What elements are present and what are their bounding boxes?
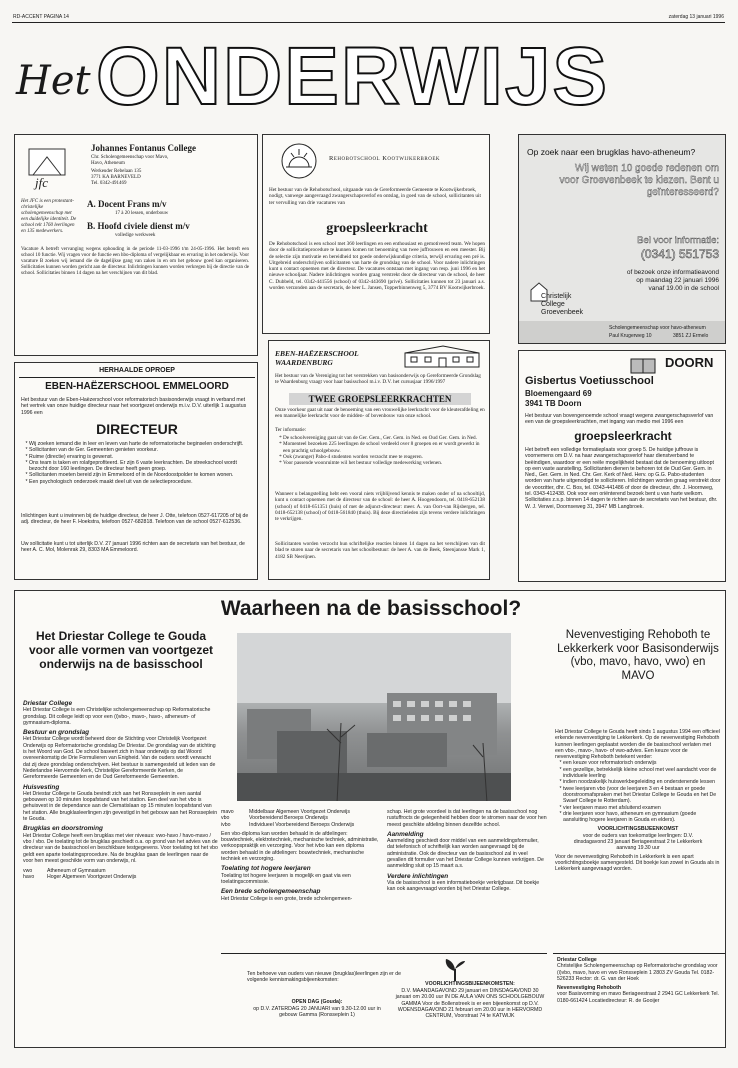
- voetius-intro: Het bestuur van bovengenoemde school vraagt wegens zwangerschapsverlof van een van de groepsleerkrachten, met ingang van medio mei 1996 een: [525, 413, 714, 426]
- far-info: voor de ouders van toekomstige leerlingen: D.V. dinsdagavond 23 januari Beriageestraat 2 te Lekkerkerk aanvang 19.30 uur: [573, 832, 703, 852]
- far-bullet: * een gezellige, betrekkelijk kleine school met veel aandacht voor de individuele leerling: [563, 767, 721, 780]
- section-heading: Bestuur en grondslag: [23, 729, 90, 737]
- basisschool-headline: Waarheen na de basisschool?: [220, 597, 522, 620]
- far-info-title: VOORLICHTINGSBIJEENKOMST: [597, 826, 679, 833]
- level-key: ivbo: [221, 821, 231, 828]
- meetings: D.V. MAANDAGAVOND 29 januari en DINSDAGAVOND 30 januari om 20.00 uur IN DE AULA VAN ONS SCHOOLGEBOUW GAMMA Voor de Bollenstreek is er een bijeenkomst op D.V. WOENSDAGAVOND 21 februari om 20.00 uur in HERVORMD CENTRUM, Voorstraat 74 te KATWIJK: [395, 988, 545, 1020]
- level-row: [221, 822, 381, 828]
- fontanus-vacancy-b: B. Hoofd civiele dienst m/v: [87, 221, 190, 231]
- emmeloord-bullet: * Sollicitanten van de Ger. Gemeenten genieten voorkeur.: [29, 447, 255, 453]
- fontanus-phone: Tel. 0342-491469: [91, 181, 127, 186]
- emmeloord-bullet: * Ruime (directie) ervaring is gewenst.: [29, 454, 255, 460]
- voetius-school: Gisbertus Voetiusschool: [525, 375, 654, 387]
- far-bullet: * vier leerjaren mavo met afsluitend examen: [563, 805, 721, 811]
- emmeloord-bullets: [21, 441, 255, 485]
- contact2-details: voor Basisvorming en mavo Beriageestraat 2 2941 GC Lekkerkerk Tel. 0180-661424 Locatiedirecteur: R. de Gooijer: [557, 991, 719, 1004]
- groevenbeek-visit: of bezoek onze informatieavond op maandag 22 januari 1996 vanaf 19.00 in de school: [626, 269, 719, 292]
- driestar-title: Het Driestar College te Gouda voor alle vormen van voortgezet onderwijs na de basisschool: [28, 629, 214, 671]
- driestar-left-column: [23, 701, 219, 881]
- emmeloord-rule: [19, 377, 255, 378]
- emmeloord-deadline: Uw sollicitatie kunt u tot uiterlijk D.V. 27 januari 1996 richten aan de secretaris van het bestuur, de heer A. C. Mol, Molenrak 29, 8303 MA Emmeloord.: [21, 541, 245, 554]
- banner-title: ONDERWIJS: [96, 31, 610, 122]
- fontanus-address2: 3771 KA BARNEVELD: [91, 175, 141, 180]
- voetius-address1: Bloemengaard 69: [525, 389, 592, 398]
- groevenbeek-tagline: Wij weten 10 goede redenen om voor Groevenbeek te kiezen. Bent u geïnteresseerd?: [559, 163, 719, 198]
- contact-rule: [553, 953, 725, 954]
- groevenbeek-call: Bel voor informatie:: [637, 235, 719, 246]
- waardenburg-ad: [268, 340, 490, 580]
- right-text: schap. Het grote voordeel is dat leerlingen na de basisschool nog rustuffrocts de gelegenheid hebben door te stromen naar de voor hen meest geschikte afdeling binnen dezelfde school.: [387, 809, 547, 828]
- level-value: Atheneum of Gymnasium: [47, 868, 106, 875]
- emmeloord-bullet: * Wij zoeken iemand die in leer en leven van harte de reformatorische beginselen onderschrijft.: [29, 441, 255, 447]
- emmeloord-info: Inlichtingen kunt u inwinnen bij de huidige directeur, de heer J. Otte, telefoon 0527-617205 of bij de adj. directeur, de heer F. Hoekstra, telefoon 0527-682818. Telefoon van de school 0527-612536.: [21, 513, 249, 526]
- level-value: Hoger Algemeen Voortgezet Onderwijs: [47, 874, 137, 881]
- section-heading: Een brede scholengemeenschap: [221, 888, 321, 896]
- basisschool-ad: [14, 590, 726, 1048]
- mid-text: Een vbo-diploma kan worden behaald in de afdelingen: bouwtechniek, elektrotechniek, mechanische techniek, administratie, verkoopspraktijk en verzorging. Voor het ivbo kan een diploma worden behaald in de afdelingen: bouwtechniek, mechanische techniek en verzorging.: [221, 830, 379, 863]
- fontanus-logo: [23, 145, 71, 193]
- rehoboth-lekkerkerk-title: Nevenvestiging Rehoboth te Lekkerkerk voor Basisonderwijs (vbo, mavo, havo, vwo) en MAVO: [557, 629, 719, 682]
- page-header-left: RD-ACCENT PAGINA 14: [13, 14, 69, 20]
- voetius-body: Het betreft een volledige formatieplaats voor groep 5. De huidige juffrouw is voornemens om D.V. na haar zwangerschapsverlof haar dienstverband te beëindigen, waardoor er een reële mogelijkheid bestaat dat de benoeming uitloopt op een vaste aanstelling. Sollicitanten dienen te behoren tot de Oud Ger. Gem. in Ned., Ger. Gem. in Ned. Chr. Ger. Kerk of Ned. Herv. op G.G. Pabo-studenten worden van harte uitgenodigd te solliciteren. Inlichtingen worden graag verstrekt door de voorzitter, dhr. C. Bos, tel. 0343-441486 of door de directeur, dhr. J. Hoornweg, tel. 0343-412438. Ook voor een oriënterend bezoek bent u van harte welkom. Sollicitaties z.s.p. binnen 14 dagen te richten aan de secretaris van het bestuur, dhr. W. J. Verwei, Doornseweg 31, 3947 MB Langbroek.: [525, 447, 721, 510]
- groevenbeek-footer-left: Paul Krugerweg 10: [609, 333, 652, 339]
- page-header-right: zaterdag 13 januari 1996: [668, 14, 724, 20]
- contact2-name: Nevenvestiging Rehoboth: [557, 985, 621, 992]
- school-building-icon: [403, 345, 483, 369]
- emmeloord-school: EBEN-HAËZERSCHOOL EMMELOORD: [45, 381, 229, 392]
- bottom-intro: Ten behoeve van ouders van nieuwe (brugklas)leerlingen zijn er de volgende kennismakingsbijeenkomsten:: [247, 971, 401, 984]
- section-heading: Aanmelding: [387, 830, 424, 838]
- waardenburg-info-label: Ter informatie:: [275, 427, 307, 433]
- level-value: Voorbereidend Beroeps Onderwijs: [249, 815, 329, 822]
- section-text: Het Driestar College wordt beheerd door de Stichting voor Christelijk Voortgezet Onderwijs op Reformatorische grondslag De Driestar. De grondslag van de stichting is het Woord van God. De school baseert zich in haar onderwijs op dat Woord overeenkomstig de Drie Formulieren van Enigheid. Van de ouders wordt verwacht dat zij deze grondslag onderschrijven. Het bestuur is samengesteld uit leden van de Nederlandse Hervormde Kerk, Christelijke Gereformeerde Kerken, de Gereformeerde Gemeenten en de Oud Gereformeerde Gemeenten.: [23, 736, 216, 781]
- banner: [12, 26, 725, 126]
- section-heading: Huisvesting: [23, 783, 60, 791]
- driestar-right-column: [387, 809, 547, 893]
- section-text: Het Driestar College heeft een brugklas met vier niveaus: vwo-havo / havo-mavo / vbo / vbo. De toelating tot de brugklas geschiedt o.a. op grond van het advies van de directeur van de basisschool en beschikbare testgegevens. Voor toelating tot het vbo geldt een aparte toelatingsprocedure. Na de brugklas gaan de leerlingen naar de voor hen meest geschikte vorm van onderwijs, nl.: [23, 832, 218, 864]
- fontanus-intro: Het JFC is een protestant-christelijke scholengemeenschap met een duidelijke identiteit. De school telt 1760 leerlingen en 135 medewerkers.: [21, 199, 77, 234]
- section-text: Het Driestar College te Gouda bevindt zich aan het Ronsseplein in een aantal gebouwen op 10 minuten loopafstand van het station. Een deel van het vbo is gehuisvest in de dependance aan de Clematislaan op 15 minuten loopafstand van het station. Alle brugklasleerlingen zijn gevestigd in het gebouw aan het Ronsseplein te Gouda.: [23, 790, 218, 823]
- voetius-town: DOORN: [665, 355, 714, 370]
- emmeloord-label: HERHAALDE OPROEP: [99, 367, 175, 374]
- driestar-mid-column: [221, 809, 381, 902]
- section-heading: Toelating tot hogere leerjaren: [221, 865, 311, 873]
- fontanus-logo-text: jfc: [35, 175, 48, 190]
- emmeloord-bullet: * Een psychologisch onderzoek maakt deel uit van de selectieprocedure.: [29, 479, 255, 485]
- emmeloord-intro: Het bestuur van de Eben-Haëzerschool voor reformatorisch basisonderwijs vraagt in verband met het vertrek van onze huidige directeur naar het voortgezet onderwijs m.i.v. D.V. uiterlijk 1 augustus 1996 een: [21, 397, 247, 416]
- groevenbeek-footer-right: 3851 ZJ Ermelo: [673, 333, 709, 339]
- waardenburg-bullet: * Voor passende woonruimte wil het bestuur volledige medewerking verlenen.: [283, 460, 487, 466]
- waardenburg-title-2: WAARDENBURG: [275, 358, 333, 367]
- rehoboth-lekkerkerk-column: [555, 729, 721, 873]
- contact-block: [557, 957, 721, 1004]
- sprout-icon: [443, 957, 467, 983]
- contact-details: Christelijke Scholengemeenschap op Reformatorische grondslag voor (i)vbo, mavo, havo en vwo Ronsseplein 1 2803 ZV Gouda Tel. 0182-526233 Rector: dr. G. van der Hoek: [557, 963, 718, 982]
- fontanus-vacancy-a-sub: 17 à 20 lessen, onderbouw: [115, 211, 169, 216]
- waardenburg-bullets: [275, 435, 487, 466]
- fontanus-address1: Werkeuder Rebelaan 135: [91, 169, 142, 174]
- groevenbeek-logo-3: Groevenbeek: [541, 309, 584, 316]
- far-bullet: * een keuze voor reformatorisch onderwijs: [563, 760, 721, 766]
- far-bullet: * twee leerjaren vbo (voor de leerjaren 3 en 4 bestaan er goede doorstroomafspraken met het Driestar College te Gouda en het De Swaef College te Rotterdam).: [563, 786, 721, 805]
- emmeloord-ad: [14, 362, 258, 580]
- section-heading: Verdere inlichtingen: [387, 872, 449, 880]
- groevenbeek-logo-1: Christelijk: [541, 293, 572, 300]
- voetius-address2: 3941 TB Doorn: [525, 399, 582, 408]
- section-heading: Driestar College: [23, 700, 73, 707]
- waardenburg-intro: Het bestuur van de Vereniging tot het verstrekken van basisonderwijs op Gereformeerde Grondslag te Waardenburg vraagt voor haar basisschool m.i.v. D.V. het cursusjaar 1996/1997: [275, 373, 481, 386]
- far-text: Het Driestar College te Gouda heeft sinds 1 augustus 1994 een officieel erkende nevenvestiging te Lekkerkerk. Op de nevenvestiging Rehoboth kunnen leerlingen geplaatst worden die de basisschool verlaten met een vbo-, mavo-, havo- of vwo-advies. Een keuze voor de nevenvestiging Rehoboth betekent verder:: [555, 729, 720, 761]
- section-text: Via de basisschool is een informatieboekje verkrijgbaar. Dit boekje kan ook aangevraagd worden bij het Driestar College.: [387, 879, 540, 893]
- banner-script: Het: [16, 58, 91, 104]
- school-photo: [237, 633, 511, 801]
- level-value: Individueel Voorbereidend Beroeps Onderwijs: [249, 821, 355, 828]
- level-key: vwo: [23, 868, 33, 875]
- waardenburg-bullet: * Ook (zwanger) Pabo-4 studenten worden verzocht mee te reageren.: [283, 454, 487, 460]
- contact-name: Driestar College: [557, 957, 597, 963]
- groevenbeek-ad: [518, 134, 726, 344]
- emmeloord-bullet: * Sollicitanten moeten bereid zijn in Emmeloord of in de Noordoostpolder te komen wonen.: [29, 472, 255, 478]
- level-key: havo: [23, 874, 35, 881]
- sun-emblem-icon: [277, 141, 321, 181]
- level-row: [23, 874, 219, 880]
- fontanus-vacancy-b-sub: volledige werkweek: [115, 233, 156, 238]
- fontanus-vacancy-a: A. Docent Frans m/v: [87, 199, 167, 209]
- fontanus-body: Vacature A betreft vervanging wegens ophouding in de periode 11-03-1996 t/m 24-05-1996. Het betreft een school 10 functie. Wij vragen voor de functie een hbo-diploma of vergelijkbaar en ervaring in het onderwijs. Voor vacature B zoeken wij iemand die de dagelijkse gang van zaken in en om het gebouw goed kan organiseren. Sollicitaties kunnen worden gericht aan de directeur. Inlichtingen kunnen worden verkregen bij de directie van de school. Sollicitaties binnen 14 dagen na het verschijnen van dit blad.: [21, 247, 249, 276]
- level-value: Middelbaar Algemeen Voortgezet Onderwijs: [249, 809, 350, 815]
- section-text: Toelating tot hogere leerjaren is mogelijk en gaat via een toelatingscommissie.: [221, 872, 351, 885]
- groevenbeek-phone: (0341) 551753: [640, 247, 719, 261]
- bottom-strip-rule: [221, 953, 547, 954]
- far-tail: Voor de nevenvestiging Rehoboth in Lekkerkerk is een apart voorlichtingsboekje samengesteld. Dit boekje kan zowel in Gouda als in Lekkerkerk aangevraagd worden.: [555, 853, 720, 873]
- fontanus-subtitle: Chr. Scholengemeenschap voor Mavo, Havo, Atheneum: [91, 155, 169, 166]
- groevenbeek-headline: Op zoek naar een brugklas havo-atheneum?: [527, 147, 696, 157]
- fontanus-school-name: Johannes Fontanus College: [91, 143, 197, 153]
- emmeloord-role: DIRECTEUR: [96, 421, 178, 437]
- waardenburg-body: Wanneer u belangstelling hebt een vooral niets vrijblijvend kennis te maken onder of na schooltijd, kunt u contact opnemen met de directeur van de school: de heer A. Hoogendoorn, tel. 0418-652138 (school) of 0418-651351 (huis) of met de adjunct-directeur: meer. A. van Oort-van Rijsbergen, tel. 0418-652138 (school) of 0418-561840 (thuis). Bij deze directieleden zijn tevens verdere inlichtingen te verkrijgen.: [275, 491, 485, 523]
- level-key: vbo: [221, 815, 230, 822]
- waardenburg-bullet: * Momenteel bezoeken 225 leerlingen de school verdeeld over 8 groepen en er wordt gewerkt in een prachtig schoolgebouw.: [283, 441, 487, 454]
- section-text: Het Driestar College is een grote, brede scholengemeen-: [221, 895, 353, 902]
- waardenburg-deadline: Sollicitanten worden verzocht hun schriftelijke reacties binnen 14 dagen na het verschijnen van dit blad te sturen naar de secretaris van het schoolbestuur: de heer A. van de Beek, Steenjansse Mark 1, 4182 SB Neerijnen.: [275, 541, 485, 560]
- rehoboth-heading: groepsleerkracht: [326, 221, 428, 236]
- rehoboth-intro: Het bestuur van de Rehobotschool, uitgaande van de Gereformeerde Gemeente te Kootwijkerbroek, nodigt, vanwege aangevraagd zwangerschapsverlof en ontslag, in goed van de school, sollicitanten uit ter vervulling van drie vacatures van: [269, 187, 481, 206]
- groevenbeek-logo-2: College: [541, 301, 565, 308]
- section-text: Het Driestar College is een Christelijke scholengemeenschap op Reformatorische grondslag. Dit college leidt op voor een (i)vbo-, mavo-, havo-, atheneum- of gymnasium-diploma.: [23, 707, 211, 726]
- voetius-heading: groepsleerkracht: [574, 429, 672, 443]
- waardenburg-building: [403, 345, 483, 374]
- school-buildings-image: [237, 633, 511, 801]
- section-heading: Brugklas en doorstroming: [23, 825, 103, 833]
- waardenburg-title-1: EBEN-HAËZERSCHOOL: [275, 349, 359, 358]
- far-bullet: * drie leerjaren voor havo, atheneum en gymnasium (goede aansluiting hogere leerjaren in Gouda en elders).: [563, 811, 721, 824]
- emmeloord-bullet: * Ons team is taken en rolafgeprofiteerd. Er zijn 6 vaste leerkrachten. De streekschool wordt bezocht door 160 leerlingen. De directeur heeft geen groep.: [29, 460, 255, 473]
- header-rule: [12, 22, 725, 23]
- meetings-title: VOORLICHTINGSBIJEENKOMSTEN:: [425, 981, 515, 987]
- fontanus-ad: [14, 134, 258, 356]
- section-text: Aanmelding geschiedt door middel van een aanmeldingsformulier, dat telefonisch of schriftelijk kan worden aangevraagd bij de administratie. Ook de directeur van de basisschool zal in veel gevallen dit formulier van het Driestar College kunnen verkrijgen. De aanmelding sluit op 15 maart a.s.: [387, 838, 544, 870]
- waardenburg-line2: Onze voorkeur gaat uit naar de benoeming van een vrouwelijke leerkracht voor de kleuterafdeling en een mannelijke leerkracht voor de midden- of bovenbouw van onze school.: [275, 407, 485, 420]
- waardenburg-heading: TWEE GROEPSLEERKRACHTEN: [289, 393, 471, 405]
- far-bullets: [555, 760, 721, 823]
- far-bullet: * indien noodzakelijk huiswerkbegeleiding en onderstenende lessen: [563, 779, 721, 785]
- waardenburg-bullet: * De schoolvereniging gaat uit van de Ger. Gem., Ger. Gem. in Ned. en Oud Ger. Gem. in Ned.: [283, 435, 487, 441]
- book-icon: [629, 357, 657, 375]
- open-day: op D.V. ZATERDAG 20 JANUARI van 9.30-12.00 uur in gebouw Gamma (Ronsseplein 1): [253, 1006, 381, 1019]
- groevenbeek-footer-top: Scholengemeenschap voor havo-atheneum: [609, 325, 706, 331]
- rehoboth-emblem: [277, 141, 321, 186]
- rehoboth-body: De Rehobotschool is een school met 360 leerlingen en een enthousiast en gemotiveerd team. We hopen door de sollicitatieprocedure te kunnen komen tot benoeming van twee juffrouwen en een meester. Bij de selectie zijn motivatie en bereidheid tot goede onderwijskundige criteria, terwijl ervaring een pré is. Uitgebreid onderschrijven sollicitanten van harte de grondslag van de school. Voor nadere inlichtingen kunt u contact opnemen met de directeur. De vacatures ontstaan met ingang van resp. juni 1996 en het nieuwe schooljaar. Nadere inlichtingen worden graag verstrekt door de directeur van de school, de heer C. Dubbeld, tel. 0342-441556 (school) of 0342-443690 (privé). Sollicitaties kunnen tot 23 januari a.s. worden verzonden aan de secretaris, de heer L. Jansen, Topperbinnenweg 5, 3774 BV Kootwijkerbroek.: [269, 241, 485, 292]
- fontanus-logo-icon: [23, 145, 71, 193]
- level-key: mavo: [221, 809, 234, 815]
- rehoboth-ad: [262, 134, 490, 334]
- rehoboth-header: Rehobotschool Kootwijkerbroek: [329, 155, 440, 162]
- open-day-title: OPEN DAG (Gouda):: [291, 999, 343, 1005]
- voetius-ad: [518, 350, 726, 582]
